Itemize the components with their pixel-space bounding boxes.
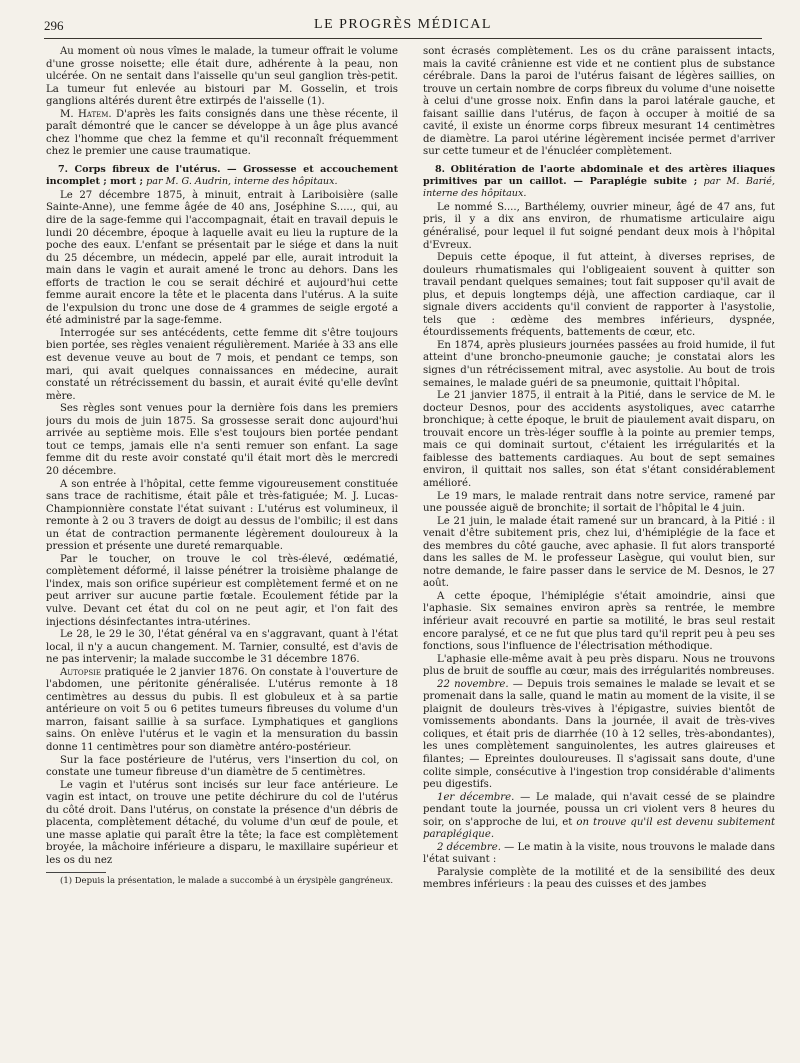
page-number: 296 [44, 18, 64, 33]
paragraph: Le 28, le 29 le 30, l'état général va en s'aggravant, quant à l'état local, il n'y a aucun changement. M. Tarnier, consulté, est d'avis de ne pas intervenir; la malade succombe le 31 décembre 1876. [46, 629, 398, 666]
entry-date: 2 décembre. [437, 841, 501, 853]
paragraph: A son entrée à l'hôpital, cette femme vigoureusement constituée sans trace de rachitisme, était pâle et très-fatiguée; M. J. Lucas-Championnière constate l'état suivant : L'utérus est volumineux, il remonte à 2 ou 3 travers de doigt au dessus de l'ombilic; il est dans un état de contraction permanente légèrement douloureux à la pression et présente une dureté remarquable. [46, 478, 398, 553]
paragraph: Le 19 mars, le malade rentrait dans notre service, ramené par une poussée aiguë de bronchite; il sortait de l'hôpital le 4 juin. [423, 490, 775, 515]
section-author: par M. G. Audrin, interne des hôpitaux. [143, 175, 338, 187]
paragraph [46, 109, 398, 159]
footnote: (1) Depuis la présentation, le malade a succombé à un érysipèle gangréneux. [60, 876, 394, 887]
paragraph: Au moment où nous vîmes le malade, la tumeur offrait le volume d'une grosse noisette; elle était dure, adhérente à la peau, non ulcérée. On ne sentait dans l'aisselle qu'un seul ganglion très-petit. La tumeur fut enlevée au bistouri par M. Gosselin, et trois ganglions altérés durent être extirpés de l'aisselle (1). [46, 46, 398, 108]
left-column [46, 46, 398, 1056]
paragraph-text: — Depuis trois semaines le malade se levait et se promenait dans la salle, quand le matin au moment de la visite, il se plaignit de douleurs très-vives à l'épigastre, suivies bientôt de vomissements abondants. Dans la journée, il avait de très-vives coliques, et était pris de diarrhée (10 à 12 selles, très-abondantes), les unes complètement sanguinolentes, les autres glaireuses et filantes; — Epreintes douloureuses. Il s'agissait sans doute, d'une colite simple, consécutive à l'ingestion trop considérable d'aliments peu digestifs. [423, 678, 775, 791]
paragraph: sont écrasés complètement. Les os du crâne paraissent intacts, mais la cavité crânienne est vide et ne contient plus de substance cérébrale. Dans la paroi de l'utérus faisant de légères saillies, on trouve un certain nombre de corps fibreux du volume d'une noisette à celui d'une grosse noix. Enfin dans la paroi latérale gauche, et faisant saillie dans l'utérus, de façon à occuper à moitié de sa cavité, il existe un énorme corps fibreux mesurant 14 centimètres de diamètre. La paroi utérine légèrement incisée permet d'arriver sur cette tumeur et de l'énucléer complètement. [423, 46, 775, 158]
paragraph: Le nommé S...., Barthélemy, ouvrier mineur, âgé de 47 ans, fut pris, il y a dix ans environ, de rhumatisme articulaire aigu généralisé, pour lequel il fut soigné pendant deux mois à l'hôpital d'Evreux. [423, 201, 775, 251]
paragraph-text: D'après les faits consignés dans une thèse récente, il paraît démontré que le cancer se développe à un âge plus avancé chez l'homme que chez la femme et qu'il reconnaît fréquemment chez le premier une cause traumatique. [46, 108, 398, 158]
paragraph: Le 21 janvier 1875, il entrait à la Pitié, dans le service de M. le docteur Desnos, pour des accidents asystoliques, avec catarrhe bronchique; à cette époque, le bruit de piaulement avait disparu, on trouvait encore un très-léger souffle à la pointe au premier temps, mais ce qui dominait surtout, c'étaient les irrégularités et la faiblesse des battements cardiaques. Au bout de sept semaines environ, il quittait nos salles, son état s'étant considérablement amélioré. [423, 390, 775, 489]
paragraph [423, 792, 775, 842]
section-title: 8. Oblitération de l'aorte abdominale et des artères iliaques primitives par un caillot. — Paraplégie subite ; [423, 163, 775, 187]
paragraph [46, 667, 398, 755]
section-author: par M. Barié, interne des hôpitaux. [423, 175, 775, 199]
paragraph: Sur la face postérieure de l'utérus, vers l'insertion du col, on constate une tumeur fibreuse d'un diamètre de 5 centimètres. [46, 754, 398, 779]
paragraph-text: — Le matin à la visite, nous trouvons le malade dans l'état suivant : [423, 841, 775, 866]
speaker-name: M. Hatem. [60, 108, 112, 120]
right-column [423, 46, 775, 1056]
paragraph: Ses règles sont venues pour la dernière fois dans les premiers jours du mois de juin 1875. Sa grossesse serait donc aujourd'hui arrivée au septième mois. Elle s'est toujours bien portée pendant tout ce temps, jamais elle n'a senti remuer son enfant. La sage femme dit du reste avoir constaté qu'il était mort dès le mercredi 20 décembre. [46, 403, 398, 477]
paragraph: Depuis cette époque, il fut atteint, à diverses reprises, de douleurs rhumatismales qui l'obligeaient souvent à quitter son travail pendant quelques semaines; tout fait supposer qu'il avait de plus, et depuis longtemps déjà, une affection cardiaque, car il signale divers accidents qu'il convient de rapporter à l'asystolie, tels que : œdème des membres inférieurs, dyspnée, étourdissements fréquents, battements de cœur, etc. [423, 252, 775, 339]
section-title: 7. Corps fibreux de l'utérus. — Grossesse et accouchement incomplet ; mort ; [46, 163, 398, 187]
section-heading [423, 164, 775, 200]
paragraph: Le 27 décembre 1875, à minuit, entrait à Lariboisière (salle Sainte-Anne), une femme âgée de 40 ans, Joséphine S....., qui, au dire de la sage-femme qui l'accompagnait, était en travail depuis le lundi 20 décembre, époque à laquelle avait eu lieu la rupture de la poche des eaux. L'enfant se présentait par le siége et dans la nuit du 25 décembre, un médecin, appelé par elle, aurait introduit la main dans le vagin et aurait amené le tronc au dehors. Dans les efforts de traction le cou se serait déchiré et aujourd'hui cette femme aurait encore la tête et le placenta dans l'utérus. A la suite de l'expulsion du tronc une dose de 4 grammes de seigle ergoté a été administré par la sage-femme. [46, 189, 398, 327]
footnote-rule [46, 872, 106, 873]
paragraph: L'aphasie elle-même avait à peu près disparu. Nous ne trouvons plus de bruit de souffle au cœur, mais des irrégularités nombreuses. [423, 653, 775, 678]
paragraph: Paralysie complète de la motilité et de la sensibilité des deux membres inférieurs : la peau des cuisses et des jambes [423, 866, 775, 891]
running-header [44, 16, 762, 39]
entry-date: 22 novembre. [437, 678, 509, 690]
entry-date: 1er décembre. [437, 791, 515, 803]
autopsy-label: Autopsie [60, 666, 101, 678]
emphasis-text: on trouve qu'il est devenu subitement paraplégique. [423, 816, 775, 841]
paragraph: Interrogée sur ses antécédents, cette femme dit s'être toujours bien portée, ses règles venaient régulièrement. Mariée à 33 ans elle est devenue veuve au bout de 7 mois, et pendant ce temps, son mari, qui avait quelques connaissances en médecine, aurait constaté un rétrécissement du bassin, et aurait évité qu'elle devînt mère. [46, 327, 398, 402]
paragraph: Le 21 juin, le malade était ramené sur un brancard, à la Pitié : il venait d'être subitement pris, chez lui, d'hémiplégie de la face et des membres du côté gauche, avec aphasie. Il fut alors transporté dans les salles de M. le professeur Lasègue, qui voulut bien, sur notre demande, le faire passer dans le service de M. Desnos, le 27 août. [423, 515, 775, 590]
section-heading [46, 164, 398, 188]
paragraph: En 1874, après plusieurs journées passées au froid humide, il fut atteint d'une broncho-pneumonie gauche; je constatai alors les signes d'un rétrécissement mitral, avec asystolie. Au bout de trois semaines, le malade guéri de sa pneumonie, quittait l'hôpital. [423, 339, 775, 389]
paragraph: Par le toucher, on trouve le col très-élevé, œdématié, complètement déformé, il laisse pénétrer la troisième phalange de l'index, mais son orifice supérieur est complètement fermé et on ne peut arriver sur aucune partie fœtale. Ecoulement fétide par la vulve. Devant cet état du col on ne peut agir, et l'on fait des injections désinfectantes intra-utérines. [46, 553, 398, 628]
paragraph: A cette époque, l'hémiplégie s'était amoindrie, ainsi que l'aphasie. Six semaines environ après sa rentrée, le membre inférieur avait recouvré en partie sa motilité, le bras seul restait encore paralysé, et ce ne fut que plus tard qu'il reprit peu à peu ses fonctions, sous l'influence de l'électrisation méthodique. [423, 590, 775, 653]
paragraph-text: pratiquée le 2 janvier 1876. On constate à l'ouverture de l'abdomen, une péritonite généralisée. L'utérus remonte à 18 centimètres au dessus du pubis. Il est globuleux et à sa partie antérieure on voit 5 ou 6 petites tumeurs fibreuses du volume d'un marron, faisant saillie à sa surface. Lymphatiques et ganglions sains. On enlève l'utérus et le vagin et la mensuration du bassin donne 11 centimètres pour son diamètre antéro-postérieur. [46, 666, 398, 753]
paragraph-text: — Le malade, qui n'avait cessé de se plaindre pendant toute la journée, poussa un cri violent vers 8 heures du soir, on s'approche de lui, et [423, 791, 775, 828]
paragraph [423, 679, 775, 792]
journal-title: LE PROGRÈS MÉDICAL [314, 17, 492, 32]
paragraph: Le vagin et l'utérus sont incisés sur leur face antérieure. Le vagin est intact, on trouve une petite déchirure du col de l'utérus du côté droit. Dans l'utérus, on constate la présence d'un débris de placenta, complètement détaché, du volume d'un œuf de poule, et une masse aplatie qui paraît être la tête; la face est complètement broyée, la mâchoire inférieure a disparu, le maxillaire supérieur et les os du nez [46, 779, 398, 866]
paragraph [423, 842, 775, 867]
